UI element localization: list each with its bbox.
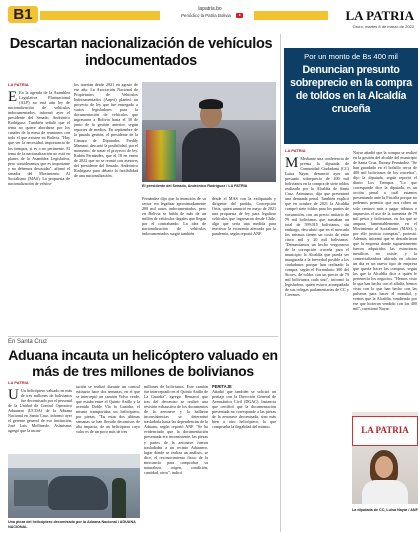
photo-flag [146,130,176,180]
side-drop-cap: M [285,156,299,171]
header-bar-right [254,11,328,20]
photo-person-body [182,128,240,182]
side-tag: LA PATRIA [285,148,306,153]
story2-tag: LA PATRIA [8,380,29,385]
side-photo-caption: La diputada de CC, Luisa Nayar / ANF [352,508,418,512]
story2-col1 [8,388,72,452]
page-header [0,0,420,30]
photo-officer [112,478,126,518]
side-col1-text: Mediante una conferencia de prensa la diputada de Comunidad Ciudadana (CC) Luisa Nayar, denunció ayer un presunto sobreprecio de 400 mil bolivianos en la compra de siete toldos realizada por la Alcaldía de Santa Cruz. Asimismo, dijo que presentará una demanda penal. También explicó que en octubre de 2021 la Alcaldía compró siete toldos para los puntos de vacunación, con un precio unitario de 79 mil bolivianos que sumaban un total de 599.015 bolivianos, sin embargo, descubrió que en el mercado los mismos tienen un costo de entre cinco mil y 20 mil bolivianos. "Denunciamos un hecho vergonzoso de la corrupción cruceña para el municipio la Alcaldía que pueda ser inaugurada a la brevedad posible a los ciudadanos porque han realizado la compra, según el Formulario 300 del Sicoes, de toldos con un precio de 79 mil bolivianos cada uno", informó la legisladora, quien estuvo acompañada de sus colegas parlamentarias de CC y Creemos. [285,156,349,298]
story1-col2: los traerían desde 2021 en agosto de ese año. La Asociación Nacional de Propietarios de Vehículos Indocumentados (Anpvi) planteó un proyecto de ley que fue entregado a varios legisladores para la documentación de vehículos que ingresaron a Bolivia hasta el 30 de junio de la gestión anterior, según reportes de medios. En septiembre de la pasada gestión, el presidente de la Cámara de Diputados, Freddy Mamani, descartó la posibilidad, por el momento, de tratar el proyecto de ley. Rubén Fernández, que el 18 en enero de 2022 que no se reunió con asesores del presidente del Senado, Andrónico Rodríguez para debatir la factibilidad de una nacionalización. [74,82,138,178]
story2-kicker: En Santa Cruz [8,339,48,345]
story2-photo [8,454,140,518]
site-url: lapatria.bo [198,6,222,12]
story2-top-rule [8,336,278,337]
youtube-icon[interactable] [236,13,243,18]
side-title: Denuncian presunto sobreprecio en la compra de toldos en la Alcaldía cruceña [290,64,412,115]
story1-photo-caption: El presidente del Senado, Andrónico Rodríguez / LA PATRIA [142,184,248,188]
story2-subhead: PERITAJE [212,384,232,389]
side-col1 [285,156,349,474]
story1-title: Descartan nacionalización de vehículos indocumentados [9,36,273,69]
side-divider [280,34,281,532]
story1-col4: desde el MAS con la exdiputada y dirigente del partido, Concepción Ortiz, quien anunció en mayo de 2021 una propuesta de ley para legalizar vehículos que ingresaron desde Chile, algo que sería una medida para reactivar la economía afectada por la pandemia, según reportó ANF. [212,196,276,237]
story1-col1 [8,90,70,332]
story2-title: Aduana incauta un helicóptero valuado en más de tres millones de bolivianos [8,347,278,379]
photo-banner-text: LA PATRIA [361,425,409,435]
story2-col1-text: Un helicóptero valuado en más de tres millones de bolivianos fue decomisado por el personal de la Unidad de Control Operativo Aduanero (UCOA) de la Aduana Nacional en Santa Cruz, informó ayer el gerente general de esa institución, José Luis Mollinedo. Asimismo, agregó que la incau- [8,388,72,434]
story2-col3: millones de bolivianos. Este camión fue interceptado en el Quinto Anillo de La Guardia", agregó. Remarcó que tras del decomiso se realizó una revisión exhaustiva de los documentos de la aeronave y la hallaron inconsistencias se determinó trasladarla hasta las dependencias de la Aduana, según reportó ANF. "Se ha evidenciado que la documentación presentada era inconsistente, las piezas y partes de la aeronave fueron trasladadas a un recinto Aduanero, lugar donde se realiza un análisis, se dice, el reconocimiento físico de la mercancía para comprobar su naturaleza, origen, condición, cantidad, otros", indicó. [144,384,208,475]
story2-col4 [212,384,276,532]
side-photo [352,412,418,504]
header-bar-left [40,11,160,20]
story2-photo-caption: Una pieza del helicóptero decomisado por la Aduana Nacional / ADUANA NACIONAL [8,520,136,529]
photo-helicopter-fuselage [48,476,108,510]
masthead: LA PATRIA [345,8,414,23]
section-badge [8,6,38,23]
story2-col4-text: Añadió que también se solicitó un peritaje con la Dirección General de Aeronáutica Civil (DGAC). Instancia que certificó que la documentación presentada no corresponde a las piezas de la aeronave decomisada, sino más bien a otro helicóptero, lo que comprueba la ilegalidad del mismo. [212,389,276,430]
story2-drop-cap: U [8,388,19,403]
side-col2: Nayar añadió que la compra se realizó en la gestión del alcalde del municipio de Santa Cruz, Jhonny Fernández. "Se han guardado en el bolsillo cerca de 400 mil bolivianos de los cruceños", dijo la diputada, según reportó el diario Los Tiempos. "Lo que corresponde dice la diputada, es un acción penal a cuál estamos presentando ante la Fiscalía porque no podemos permitir que nos roben un solo centavo más a pagar tributos e impuestos el uso de la tormenta de 79 mil pesos y bolivianos, en los que se ampara, lamentablemente, en el Movimiento al Socialismo (MAS), y por ello justicia corruptas", protestó. Además, informó que se descubrieron que la empresa donde supuestamente fueron adquiridos las estructuras metálicas no existe, y la comercializadora ubicada en oficina un día es un nuevo tipo de empresa que quería hacer las compras, según las que la Alcaldía dice a quién le pertenecía los negocios. "Hemos visto lo que han hecho con el alfalfa, hemos visto con lo que han hecho con las pulseras para hacer el mundial, y vemos que la Alcaldía, vendiendo por ese que hicieron vendido con los 400 mil", cuestionó Nayar. [353,150,417,312]
photo-speaker-body [362,480,408,504]
dateline: Oruro, martes 8 de marzo de 2022 [352,24,414,29]
photo-helicopter-part [14,480,48,506]
section-label: B1 [13,6,33,23]
story1-col3: Fernández dijo que la intención de su sector era legalizar aproximadamente 200 mil autos indocumentados, pero en Bolivia se habla de más de un millón de vehículos ilegales que llegan por el contrabando. La idea de nacionalización de vehículos indocumentados surgió también [142,196,206,237]
photo-person-hair [199,99,223,109]
story1-tag: LA PATRIA [8,82,29,87]
drop-cap: E [8,90,18,105]
story1-col1-text: En la agenda de la Asamblea Legislativa Plurinacional (ALP) no está aún ley de nacionalización de vehículos indocumentados, informó ayer el presidente del Senado, Andrónico Rodríguez. También señaló que el tema no quiere abordarse por los canales de la mesa de reuniones con todo el que existen en Bolivia. "Hay que ver la necesidad, importancia de los tiempos, si es o no pertinente. El tema de la nacionalización no está en planes de la Asamblea Legislativa, pero consideramos que es importante y no debemos descuidar", afirmó el senador del Movimiento Al Socialismo (MAS). La propuesta de nacionalización de vehícu- [8,90,70,186]
photo-speaker-face [375,456,393,478]
story1-photo [142,82,276,182]
photo-hangar-light [8,454,140,468]
story2-col2: tación se realizó durante un control rutinario hace dos semanas, en el que se interceptó un camión Volvo verde, que estaba entre el Quinto Anillo y la avenida Doble Vía la Guardia, el mismo transportaba un helicóptero, por piezas. "En estas dos últimas semanas se han llevado decomisos de alto impacto, de un helicóptero cuyo valor es de un poco más de tres [76,384,140,435]
side-header [284,48,418,144]
photo-banner [352,416,418,446]
side-kicker: Por un monto de Bs 400 mil [304,52,398,61]
site-subtitle: Periódico la Patria Bolivia [181,13,231,18]
